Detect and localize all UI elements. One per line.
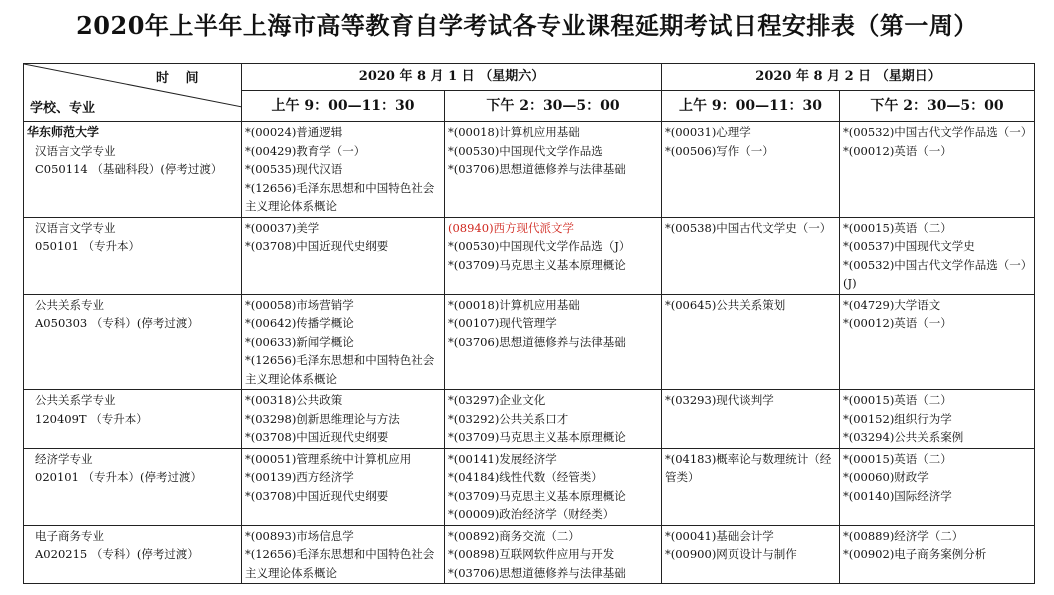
course-entry: *(00535)现代汉语	[245, 162, 343, 176]
course-entry: *(00152)组织行为学	[843, 411, 952, 426]
table-row	[24, 217, 1035, 294]
major-name: 经济学专业	[35, 451, 93, 466]
major-code: A050303 （专科）(停考过渡）	[35, 316, 199, 330]
course-entry: *(03709)马克思主义基本原理概论	[448, 488, 626, 503]
course-entry: *(12656)毛泽东思想和中国特色社会主义理论体系概论	[245, 353, 435, 386]
course-entry: *(00645)公共关系策划	[665, 297, 786, 312]
course-entry: *(03709)马克思主义基本原理概论	[448, 257, 626, 272]
course-entry: *(00015)英语（二）	[843, 220, 952, 235]
session-cell	[242, 217, 445, 294]
major-code: C050114 （基础科段）(停考过渡）	[35, 162, 223, 176]
session-cell	[242, 525, 445, 584]
course-entry: *(00892)商务交流（二）	[448, 528, 580, 543]
session-cell	[445, 448, 662, 525]
page-title: 2020年上半年上海市高等教育自学考试各专业课程延期考试日程安排表（第一周）	[76, 11, 978, 40]
date-header-aug1: 2020 年 8 月 1 日 （星期六）	[242, 64, 662, 91]
session-cell	[662, 525, 840, 584]
major-code: A020215 （专科）(停考过渡）	[35, 547, 199, 561]
course-entry: *(03294)公共关系案例	[843, 430, 964, 444]
course-entry: *(00140)国际经济学	[843, 488, 952, 503]
course-entry: *(00530)中国现代文学作品选（J）	[448, 239, 631, 253]
course-entry: *(00037)美学	[245, 220, 320, 235]
course-entry: *(00051)管理系统中计算机应用	[245, 451, 412, 466]
session-cell	[840, 448, 1035, 525]
course-entry: *(00532)中国古代文学作品选（一）	[843, 125, 1033, 139]
session-cell	[840, 525, 1035, 584]
table-row	[24, 525, 1035, 584]
major-code: 120409T （专升本）	[35, 411, 148, 426]
time-label: 时 间	[156, 71, 205, 86]
course-entry: *(12656)毛泽东思想和中国特色社会主义理论体系概论	[245, 547, 435, 580]
course-entry: *(03297)企业文化	[448, 393, 546, 407]
course-entry: *(03706)思想道德修养与法律基础	[448, 565, 626, 580]
course-entry: *(00642)传播学概论	[245, 316, 354, 330]
major-name: 汉语言文学专业	[35, 143, 116, 158]
major-cell	[24, 122, 242, 218]
course-entry: *(00889)经济学（二）	[843, 528, 964, 543]
session-cell	[242, 390, 445, 449]
course-entry: *(03708)中国近现代史纲要	[245, 488, 389, 503]
session-cell	[840, 294, 1035, 390]
course-entry: *(04729)大学语文	[843, 297, 941, 312]
course-entry: *(04184)线性代数（经管类）	[448, 470, 603, 484]
session-cell	[242, 448, 445, 525]
session-cell	[445, 122, 662, 218]
session-cell	[445, 217, 662, 294]
major-cell	[24, 390, 242, 449]
course-entry: *(04183)概率论与数理统计（经管类）	[665, 451, 832, 484]
course-entry: *(00060)财政学	[843, 470, 929, 484]
course-entry: *(00107)现代管理学	[448, 316, 557, 330]
course-entry: *(00015)英语（二）	[843, 451, 952, 466]
course-entry: *(12656)毛泽东思想和中国特色社会主义理论体系概论	[245, 180, 435, 213]
session-cell	[662, 217, 840, 294]
course-entry: *(03293)现代谈判学	[665, 393, 774, 407]
school-name: 华东师范大学	[27, 125, 100, 139]
course-entry: *(00893)市场信息学	[245, 528, 354, 543]
course-entry: *(00318)公共政策	[245, 393, 343, 407]
session-cell	[445, 294, 662, 390]
school-major-label: 学校、专业	[30, 101, 96, 116]
course-entry: *(03292)公共关系口才	[448, 411, 569, 426]
session-cell	[662, 294, 840, 390]
course-entry: *(03706)思想道德修养与法律基础	[448, 162, 626, 176]
course-entry: *(00031)心理学	[665, 125, 751, 139]
course-entry: *(00900)网页设计与制作	[665, 547, 797, 561]
table-row	[24, 294, 1035, 390]
course-entry: *(00538)中国古代文学史（一）	[665, 220, 832, 235]
major-cell	[24, 217, 242, 294]
course-entry: *(00902)电子商务案例分析	[843, 547, 987, 561]
major-cell	[24, 294, 242, 390]
course-entry: *(00018)计算机应用基础	[448, 297, 580, 312]
course-entry: *(00139)西方经济学	[245, 470, 354, 484]
major-name: 电子商务专业	[35, 528, 104, 543]
session-cell	[840, 122, 1035, 218]
course-entry: *(00009)政治经济学（财经类）	[448, 507, 615, 521]
session-cell	[662, 390, 840, 449]
session-cell	[662, 122, 840, 218]
major-cell	[24, 525, 242, 584]
course-entry: *(03298)创新思维理论与方法	[245, 411, 400, 426]
session-cell	[242, 294, 445, 390]
session-header: 上午 9：00—11：30	[662, 91, 840, 122]
course-entry: *(00012)英语（一）	[843, 316, 952, 330]
course-entry: *(00024)普通逻辑	[245, 125, 343, 139]
table-row	[24, 122, 1035, 218]
date-header-aug2: 2020 年 8 月 2 日 （星期日）	[662, 64, 1035, 91]
session-cell	[445, 390, 662, 449]
course-entry: *(00537)中国现代文学史	[843, 239, 975, 253]
major-cell	[24, 448, 242, 525]
course-entry: *(00041)基础会计学	[665, 528, 774, 543]
course-entry: *(03708)中国近现代史纲要	[245, 430, 389, 444]
major-name: 汉语言文学专业	[35, 220, 116, 235]
session-header: 下午 2：30—5：00	[840, 91, 1035, 122]
course-entry: *(00015)英语（二）	[843, 393, 952, 407]
major-name: 公共关系专业	[35, 297, 104, 312]
course-entry: *(00530)中国现代文学作品选	[448, 143, 603, 158]
session-cell	[662, 448, 840, 525]
session-cell	[840, 217, 1035, 294]
table-row	[24, 448, 1035, 525]
session-cell	[840, 390, 1035, 449]
course-entry: (08940)西方现代派文学	[448, 220, 575, 235]
major-name: 公共关系学专业	[35, 393, 116, 407]
course-entry: *(00506)写作（一）	[665, 143, 774, 158]
schedule-table	[23, 63, 1035, 584]
course-entry: *(00532)中国古代文学作品选（一）(J)	[843, 257, 1027, 290]
session-header: 下午 2：30—5：00	[445, 91, 662, 122]
course-entry: *(00018)计算机应用基础	[448, 125, 580, 139]
session-cell	[445, 525, 662, 584]
course-entry: *(03709)马克思主义基本原理概论	[448, 430, 626, 444]
course-entry: *(00429)教育学（一）	[245, 143, 366, 158]
course-entry: *(00898)互联网软件应用与开发	[448, 547, 615, 561]
major-code: 050101 （专升本）	[35, 239, 141, 253]
course-entry: *(00058)市场营销学	[245, 297, 354, 312]
session-cell	[242, 122, 445, 218]
table-row	[24, 390, 1035, 449]
session-header: 上午 9：00—11：30	[242, 91, 445, 122]
course-entry: *(03706)思想道德修养与法律基础	[448, 334, 626, 349]
course-entry: *(00633)新闻学概论	[245, 334, 354, 349]
course-entry: *(00141)发展经济学	[448, 451, 557, 466]
header-corner-cell	[24, 64, 242, 122]
course-entry: *(00012)英语（一）	[843, 143, 952, 158]
course-entry: *(03708)中国近现代史纲要	[245, 239, 389, 253]
major-code: 020101 （专升本）(停考过渡）	[35, 470, 203, 484]
